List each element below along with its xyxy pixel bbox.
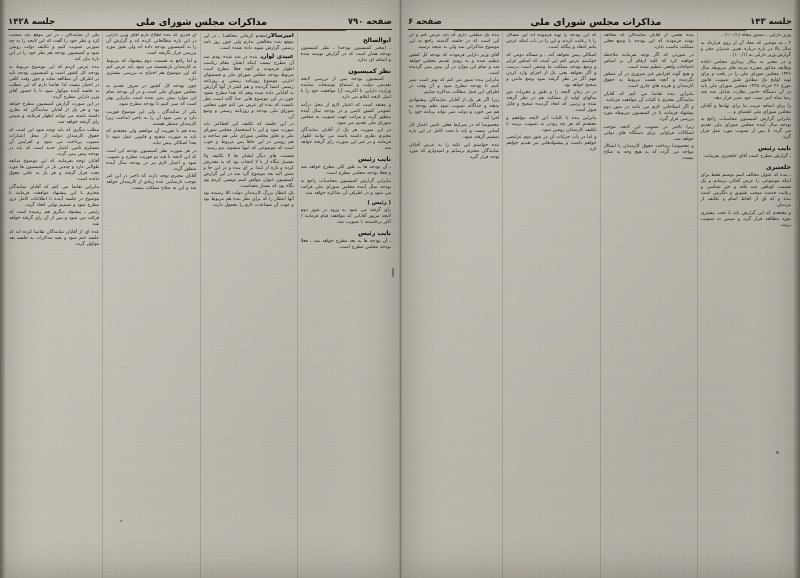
right-page (400, 0, 800, 578)
left-column-4 (298, 33, 394, 578)
paragraph: و در معتبر به بیکار پردازی مجلس اعاده وظایف مذکور مقرره مرتبه های مربوطه سال ۱۳۴۶ مجلس شورای ملی را در یافت و برای تهیه لوایح یک مطابق طبق تصویب قانون مورخ ۲۶ خرداد ۱۴۲۸ مجلس شورای ملی باید در آن دستگاه حاضر نظارت شامل شد قید رضا شاه کبیر نصب خود مدیر قرار دهد. (700, 60, 791, 101)
speaker-heading: نایب رئیس (358, 156, 391, 163)
paragraph: بنابراین بنده با کلیات این لایحه موافقم و معتقدم که هر چه زودتر به تصویب برسد تا تکلیف کارمندان روشن شود. (506, 115, 597, 133)
speaker-text: ـ بنده در ضد شده بودم ضد آن مطرح نیست اینکه ایشان مقام ریاست اظهار فرمودند و آنچه فعلا مطرح است مربوط بودجه مجلس شورای ملی و قسمتهای ادارتی موضوع روزنامه رسمی و روزنامه رسمی امضا گردیده و هم کمتر از آنها گزارش به آقایانی داده شده وهم که بعدا مطرح نشود چون در این موضوع هایی جدا گانه است نظر بایست که بنده ای عرض می کنم چون مجلس شورای ملی بودجه و روزنامه رسمی و وضع آن. (203, 54, 294, 120)
paragraph: قسمت های دیگر ایشان ها لا تکلیف ولا تفصیل بنگاه ار با لا انتخاب بود که به مقدرش کرده و تازه از ابتدا بر ای بنده و در این جا و منش الیه بعد موضوع گرد شد در این گزارش کمیسیون عنوان موافق اسم نویسی کردم بود نگاه بود که بسیار معماست. (203, 153, 294, 189)
paragraph: و اما راجع به قسمت دوم پیشنهاد که مربوط به کارمندان بازنشسته می شود باید عرض کنم که این موضوع هم احتیاج به بررسی بیشتری دارد. (106, 58, 197, 82)
paragraph: و مخصوصا پرداخت حقوق کارمندان با اشکال مواجه می گردد که به هیچ وجه به صلاح نیست. (603, 144, 694, 161)
right-column-2 (503, 33, 600, 578)
right-page-title: مذاکرات مجلس شورای ملی (530, 17, 662, 28)
paragraph: آقای وزیر دارایی فرمودند که بودجه کل کشور تنظیم شده و به زودی تقدیم مجلس خواهد شد و تمام این موارد در آن پیش بینی گردیده است. (409, 52, 500, 76)
paragraph: بنده خواستم این نکته را به عرض آقایان نمایندگان محترم برسانم و امیدوارم که مورد توجه قرار گیرد. (409, 142, 500, 160)
speaker-name: امیرسالار (267, 33, 294, 39)
paragraph: بنابراین بنده تصور می کنم که بهتر است صبر کنیم تا بودجه مطرح شود و آن وقت در اطراف این قبیل مطالب مذاکره نماییم. (409, 78, 500, 95)
paragraph: ـ بنده که عنوان مخالف اسم نوشتم فقط برای اینکه موضوعی را عرض آقایان برسانم و یک قسمت کوتاهی چند نکته و حق شناسی و رعایت خدمت موجب تشویق و دلگرمی است بنده و که ای از لحاظ اتمام و تکلیف از مردمان. (700, 173, 791, 208)
scan-speck (120, 520, 122, 522)
paragraph: در صورتی که اگر توجه بفرمایند ملاحظه خواهند کرد که کلیه ارقام آن بر اساس احتیاجات واقعی تنظیم شده است. (603, 52, 694, 70)
paragraph: رئیس ـ پیشنهاد دیگری هم رسیده است که قرائت می شود و پس از آن رای گرفته خواهد شد. (9, 210, 100, 227)
paragraph: وزیر دارایی ـ صدور پنجاه (۱۰۰/۱) . (721, 33, 791, 38)
paragraph: ـ (مخبر کمیسیون بودجه) ـ نظر کمیسیون بودجه همان است که در گزارش نوشته شده و اضافه ای ندارد. (300, 46, 391, 63)
right-page-header (406, 4, 794, 30)
left-column-3 (201, 33, 298, 578)
paragraph: یک انتظار بزرگ کارمندان دولت کلا رسیده بود آنها انتظار را که برای نظر بنده هم مربوط بود و جهت آن مساعدت لازم را معمول دارند. (203, 191, 294, 208)
paragraph: بنابراین تقاضا می کنم که آقایان نمایندگان محترم با این پیشنهاد موافقت فرمایند تا موضوع در جلسه آینده با اطلاعات کامل تری مطرح شود و تصمیم نهایی اتخاذ گردد. (9, 184, 100, 208)
paragraph: عده ای از آقایان نمایندگان تقاضا کرده اند که جلسه ختم شود و بقیه مذاکرات به جلسه بعد موکول گردد. (9, 229, 100, 247)
paragraph: آقایان توجه بفرمایند که این موضوع سابقه طولانی دارد و چندین بار در کمیسیون ها مورد بحث قرار گرفته و هر بار به علتی معوق مانده است. (9, 159, 100, 182)
left-page-columns (6, 30, 394, 578)
paragraph: در این صورت گزارش کمیسیون مطرح خواهد بود و هر یک از آقایان نمایندگان که نظری داشته باشند می توانند اظهار فرمایند و سپس رای گرفته خواهد شد. (9, 102, 100, 125)
speaker-paragraph (204, 33, 294, 52)
right-edge-shadow (793, 0, 800, 578)
left-column-1 (6, 33, 103, 578)
right-column-4 (698, 33, 794, 578)
right-column-1 (406, 33, 503, 578)
paragraph: بنده یک مطلبی دارم که باید عرض کنم و آن این است که در جلسه گذشته راجع به این موضوع مذاکراتی شد ولی به نتیجه نرسید. (409, 33, 500, 50)
speaker-heading: نایب رئیس (358, 229, 391, 237)
paragraph: زیرا تاخیر در تصویب این لایحه موجب اشکالات فراوانی برای دستگاه های دولتی خواهد شد. (603, 124, 694, 142)
left-column-2 (103, 33, 200, 578)
paragraph: یکی از نمایندگان ـ در این موقع باید صحبت کرد و نظر خود را گفت که این لایحه را به چه صورتی تصویب کنیم و تکلیف دولت روشن شود و کمیسیون بودجه هم نظر خود را در این باره بیان کند. (9, 33, 100, 62)
paragraph: مطلب دیگری که باید توجه شود این است که حقوق کارمندان دولت از محل اعتبارات مصوب پرداخت می شود و افزایش آن مستلزم تامین اعتبار جدید است که باید در بودجه پیش بینی گردد. (9, 127, 100, 157)
left-page-number: صفحه ۷۹۰ (347, 17, 392, 27)
speaker-name: عبیدی لواری (261, 53, 294, 60)
right-column-3 (601, 33, 698, 578)
paragraph: بنابراین بنده تقاضا می کنم که آقایان نمایندگان محترم با کلیات آن موافقت فرمایند. (603, 91, 694, 103)
paragraph: بنده هم با فوریت آن موافقم ولی معتقدم که باید به صورت صحیح و قانونی عمل شود تا بعدا اشکالی پیش نیاید. (106, 129, 197, 146)
paragraph: چون بودجه کل کشور در شرف تقدیم به مجلس شورای ملی است و در آن بودجه تمام این موارد پیش بینی شده است بنابراین بهتر است که صبر کنیم تا بودجه مطرح شود. (106, 84, 197, 107)
paragraph: بنده عرض کردم که این موضوع مربوط به بودجه کل کشور است و کمیسیون بودجه باید در اطراف آن مطالعه نماید و چون وقت کافی در اختیار نیست لذا تقاضا دارم که این مطلب به جلسه آینده موکول شود تا با حضور آقای وزیر دارایی مطرح گردد. (9, 64, 100, 100)
paragraph: بنده بعضی از آقایان نمایندگان که مخالف بودند فرمودند که این بودجه با وضع فعلی مملکت تناسب ندارد. (603, 33, 694, 50)
paragraph: و معتقدم که این گزارش باید با دقت بیشتری مورد مطالعه قرار گیرد و سپس به تصویب برسد. (700, 210, 791, 228)
paragraph: بنابراین گزارش کمیسیون محاسبات راجع به بودجه سال آینده مجلس شورای ملی قرائت می شود و در اطراف آن مذاکره خواهد شد. (300, 178, 391, 196)
right-page-columns (406, 30, 794, 578)
paragraph: و اگر اصلاحاتی لازم می دانند در شور دوم پیشنهاد فرمایند تا در کمیسیون مربوطه مورد بررسی قرار گیرد. (603, 105, 694, 122)
sub-heading: ( رئیس ) (367, 199, 391, 206)
paragraph: در در زمان الیحه را و طبق و مقررات دور سالهای اولیه از مملکت هم در نظر گرفته شده و ترتیبی که اتخاذ گردیده صحیح و قابل قبول است. (506, 90, 597, 113)
left-page-title: مذاکرات مجلس شورای ملی (136, 17, 267, 28)
paragraph: مخصوصا که در شرایط فعلی تامین اعتبار کار آسانی نیست و باید با دقت کامل در این باره تصمیم گرفته شود. (409, 123, 500, 140)
paragraph: در هر صورت نظر کمیسیون بودجه این است که این لایحه با قید دو فوریت مطرح و تصویب شود و اعتبار لازم نیز در بودجه سال آینده منظور گردد. (106, 148, 197, 172)
left-page-header (6, 4, 394, 30)
left-header-rule (8, 29, 392, 30)
scan-speck (392, 268, 394, 277)
paragraph: در این جلسه که تکلیف این اقطاعی باید صورت شود و این با استحضار مجلس شورای ملی و تعلق مجلس شورای ملی هم ساخته و هم روشن در این جاها پس مربوط و خوب است که موضوعی که اینها میشوند بدو رسید. (203, 122, 294, 151)
paragraph: که این بودجه را تهیه فرموده اند این مسائل را با رعایت کردند و این را در باب اینکه عرض بکنم انتقاد و بیگانه است. (506, 33, 597, 50)
paragraph: و اما در باب جزئیات آن در شور دوم عرایضی خواهم داشت و پیشنهادهایی نیز تقدیم خواهم کرد. (506, 135, 597, 152)
scan-speck (776, 451, 779, 454)
section-heading: نظر کمیسیون (348, 68, 391, 75)
speaker-text: (مقدم کرمانی مخالف) ـ در این موقع بنده مخالفتی ندارم ولی چون روز نامه رسمی گزارش شهیه داده نشده است. (203, 34, 294, 51)
right-page-number: صفحه ۶ (408, 17, 442, 27)
paragraph: در این صورت هر یک از آقایان نمایندگان محترم نظری داشته باشند می توانند اظهار فرمایند و در غیر این صورت رای گرفته خواهد شد. (300, 128, 391, 151)
paragraph: و معتقد است که اعتبار لازم از محل درآمد عمومی کشور تامین و در بودجه سال آینده منظور گردد و مراتب جهت تصویب به مجلس شورای ملی تقدیم می شود. (300, 102, 391, 126)
numbered-item: ۲ ـ به موجبی که مفاد آن از روی قرارداد به سال بالا در باره درباره تعیین مدیران دفتر و گزارش وزیر دارایی به (۱۰۰/۱) . (700, 40, 791, 58)
paragraph: اشکالی پیش نخواهد آمد ، و مساله دومی که خواستم عرض کنم این است که اساس غرایز و وضع بودجه مملکت ما وضعی است درست و اگر بخواهد یعنی یک از اجزای وارد کردن مهم اگر در نظر گرفته شود وضع ماندن و صحیح خواهد بود. (506, 52, 597, 88)
paragraph: رای گرفته می شود به ورود در شور دوم لایحه مزبور آقایانی که موافقند قیام فرمایند ( اکثر برخاستند ) تصویب شد. (300, 207, 391, 225)
section-heading: ابوالصالح (363, 37, 391, 44)
right-session-number: جلسه ۱۴۳ (750, 17, 792, 27)
right-header-rule (408, 29, 792, 30)
paragraph: آن قدری که بنده اطلاع دارم آقای وزیر دارایی در این باره مطالعاتی کرده اند و گزارش آن را به کمیسیون بودجه داده اند ولی هنوز مورد بررسی قرار نگرفته است. (106, 33, 197, 56)
paragraph: یکی از نمایندگان ـ ولی این موضوع فوریت دارد و نمی شود آن را به تاخیر انداخت زیرا کارمندان منتظر هستند. (106, 109, 197, 127)
paragraph: بنابراین گزارش کمیسیون محاسبات راجع به بودجه سال آینده مجلس شورای ملی تقدیم می گردد تا پس از تصویب مورد عمل قرار گیرد. (700, 117, 791, 140)
paragraph: زیرا اگر هر یک از آقایان نمایندگان پیشنهادی بدهند و جداگانه تصویب شود نظم بودجه به هم می خورد و دولت نمی تواند برنامه خود را اجرا کند. (409, 97, 500, 121)
paragraph: ـ گزارش مطرح است آقای خلعتبری بفرمایید. (702, 154, 791, 159)
speaker-paragraph (204, 54, 294, 121)
paragraph: کمیسیون بودجه پس از بررسی لایحه تقدیمی دولت و استماع توضیحات نماینده وزارت دارایی با اکثریت آرا موافقت خود را با اصل لایحه اعلام می دارد. (300, 77, 391, 100)
paragraph: ـ آن بودجه ها به طور کلی مطرح خواهد شد و فعلا بودجه مجلس مطرح است. (300, 165, 391, 176)
speaker-heading: خلعتبری (765, 164, 791, 171)
paragraph: ـ آن بودجه ها به بعد مطرح خواهد شد ، فعلا بودجه مجلس مطرح است. (300, 238, 391, 250)
speaker-heading: نایب رئیس (758, 145, 791, 152)
paragraph: و هیچ گونه افزایش غیر ضروری در آن منظور نگردیده و آنچه هست مربوط به حقوق کارمندان و هزینه های جاری است. (603, 72, 694, 89)
paragraph: را برای اضافه مزیت بنا برای نهادها و آقایان مجلس شورای ملی انقضای و ... (700, 103, 791, 115)
paragraph: آقایان محترم توجه دارند که تاخیر در این امر موجب نارضایتی عده زیادی از کارمندان خواهد شد و این به صلاح مملکت نیست. (106, 174, 197, 191)
left-session-number: جلسه ۱۴۲۸ (8, 17, 56, 27)
